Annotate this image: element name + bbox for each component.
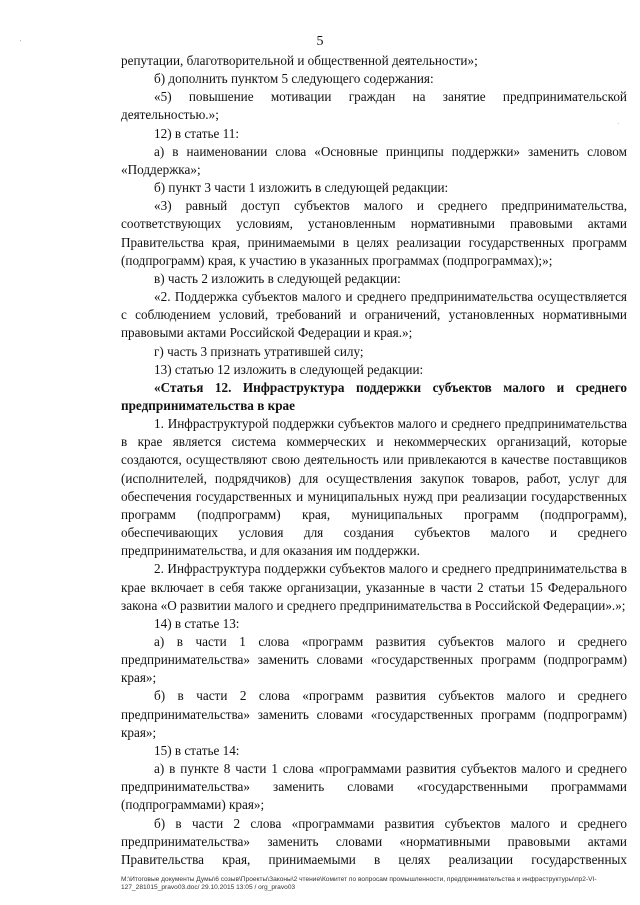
paragraph: г) часть 3 признать утратившей силу; <box>154 343 364 359</box>
paragraph: а) в части 1 слова «программ развития субъектов малого и среднего предпринимательства» заменить словами «государственных программ (подпрограмм) края»; <box>121 634 627 686</box>
paragraph: 2. Инфраструктура поддержки субъектов малого и среднего предпринимательства в крае включает в себя также организации, указанные в части 2 статьи 15 Федерального закона «О развитии малого и среднего предпринимательства в Российской Федерации».»; <box>121 561 627 613</box>
paragraph: б) пункт 3 части 1 изложить в следующей редакции: <box>154 180 449 196</box>
paragraph: б) в части 2 слова «программами развития субъектов малого и среднего предпринимательства» заменить словами «нормативными правовыми актами Правительства края, принимаемыми в целях реализации государственных <box>121 815 627 867</box>
paragraph: 1. Инфраструктурой поддержки субъектов малого и среднего предпринимательства в крае является система коммерческих и некоммерческих организаций, которые создаются, осуществляют свою деятельность или привлекаются в качестве поставщиков (исполнителей, подрядчиков) для осуществления закупок товаров, работ, услуг для обеспечения государственных и муниципальных нужд при реализации государственных программ (подпрограмм) края, муниципальных программ (подпрограмм), обеспечивающих условия для создания субъектов малого и среднего предпринимательства, и для оказания им поддержки. <box>121 416 627 559</box>
paragraph: в) часть 2 изложить в следующей редакции: <box>154 270 401 286</box>
paragraph: «3) равный доступ субъектов малого и среднего предпринимательства, соответствующих условиям, установленным нормативными правовыми актами Правительства края, принимаемыми в целях реализации государственных программ (подпрограмм) края, к участию в указанных программах (подпрограммах);»; <box>121 198 627 268</box>
paragraph: «5) повышение мотивации граждан на занятие предпринимательской деятельностью.»; <box>121 89 627 123</box>
article-heading: «Статья 12. Инфраструктура поддержки субъектов малого и среднего предпринимательства в крае <box>121 379 627 413</box>
file-path-footer: M:\Итоговые документы Думы\6 созыв\Проекты\Законы\2 чтение\Комитет по вопросам промышленности, предпринимательства и инфраструктуры\пр2-VI-127_281015_pravo03.doc/ 29.10.2015 13:05 / org_pravo03 <box>121 876 597 891</box>
paragraph: 15) в статье 14: <box>154 742 240 758</box>
document-body <box>121 52 627 869</box>
paragraph: 14) в статье 13: <box>154 615 240 631</box>
paragraph: б) дополнить пунктом 5 следующего содержания: <box>154 71 434 87</box>
paragraph: а) в пункте 8 части 1 слова «программами развития субъектов малого и среднего предпринимательства» заменить словами «государственными программами (подпрограммами) края»; <box>121 761 627 813</box>
paragraph: «2. Поддержка субъектов малого и среднего предпринимательства осуществляется с соблюдением условий, требований и ограничений, установленных нормативными правовыми актами Российской Федерации и края.»; <box>121 289 627 341</box>
paragraph: а) в наименовании слова «Основные принципы поддержки» заменить словом «Поддержка»; <box>121 143 627 177</box>
scan-mark: . <box>618 120 620 126</box>
paragraph: репутации, благотворительной и общественной деятельности»; <box>121 53 478 68</box>
paragraph: б) в части 2 слова «программ развития субъектов малого и среднего предпринимательства» заменить словами «государственных программ (подпрограмм) края»; <box>121 688 627 740</box>
paragraph: 13) статью 12 изложить в следующей редакции: <box>154 361 424 377</box>
paragraph: 12) в статье 11: <box>154 125 239 141</box>
scan-mark: ' <box>20 40 22 46</box>
page-number: 5 <box>316 34 324 49</box>
